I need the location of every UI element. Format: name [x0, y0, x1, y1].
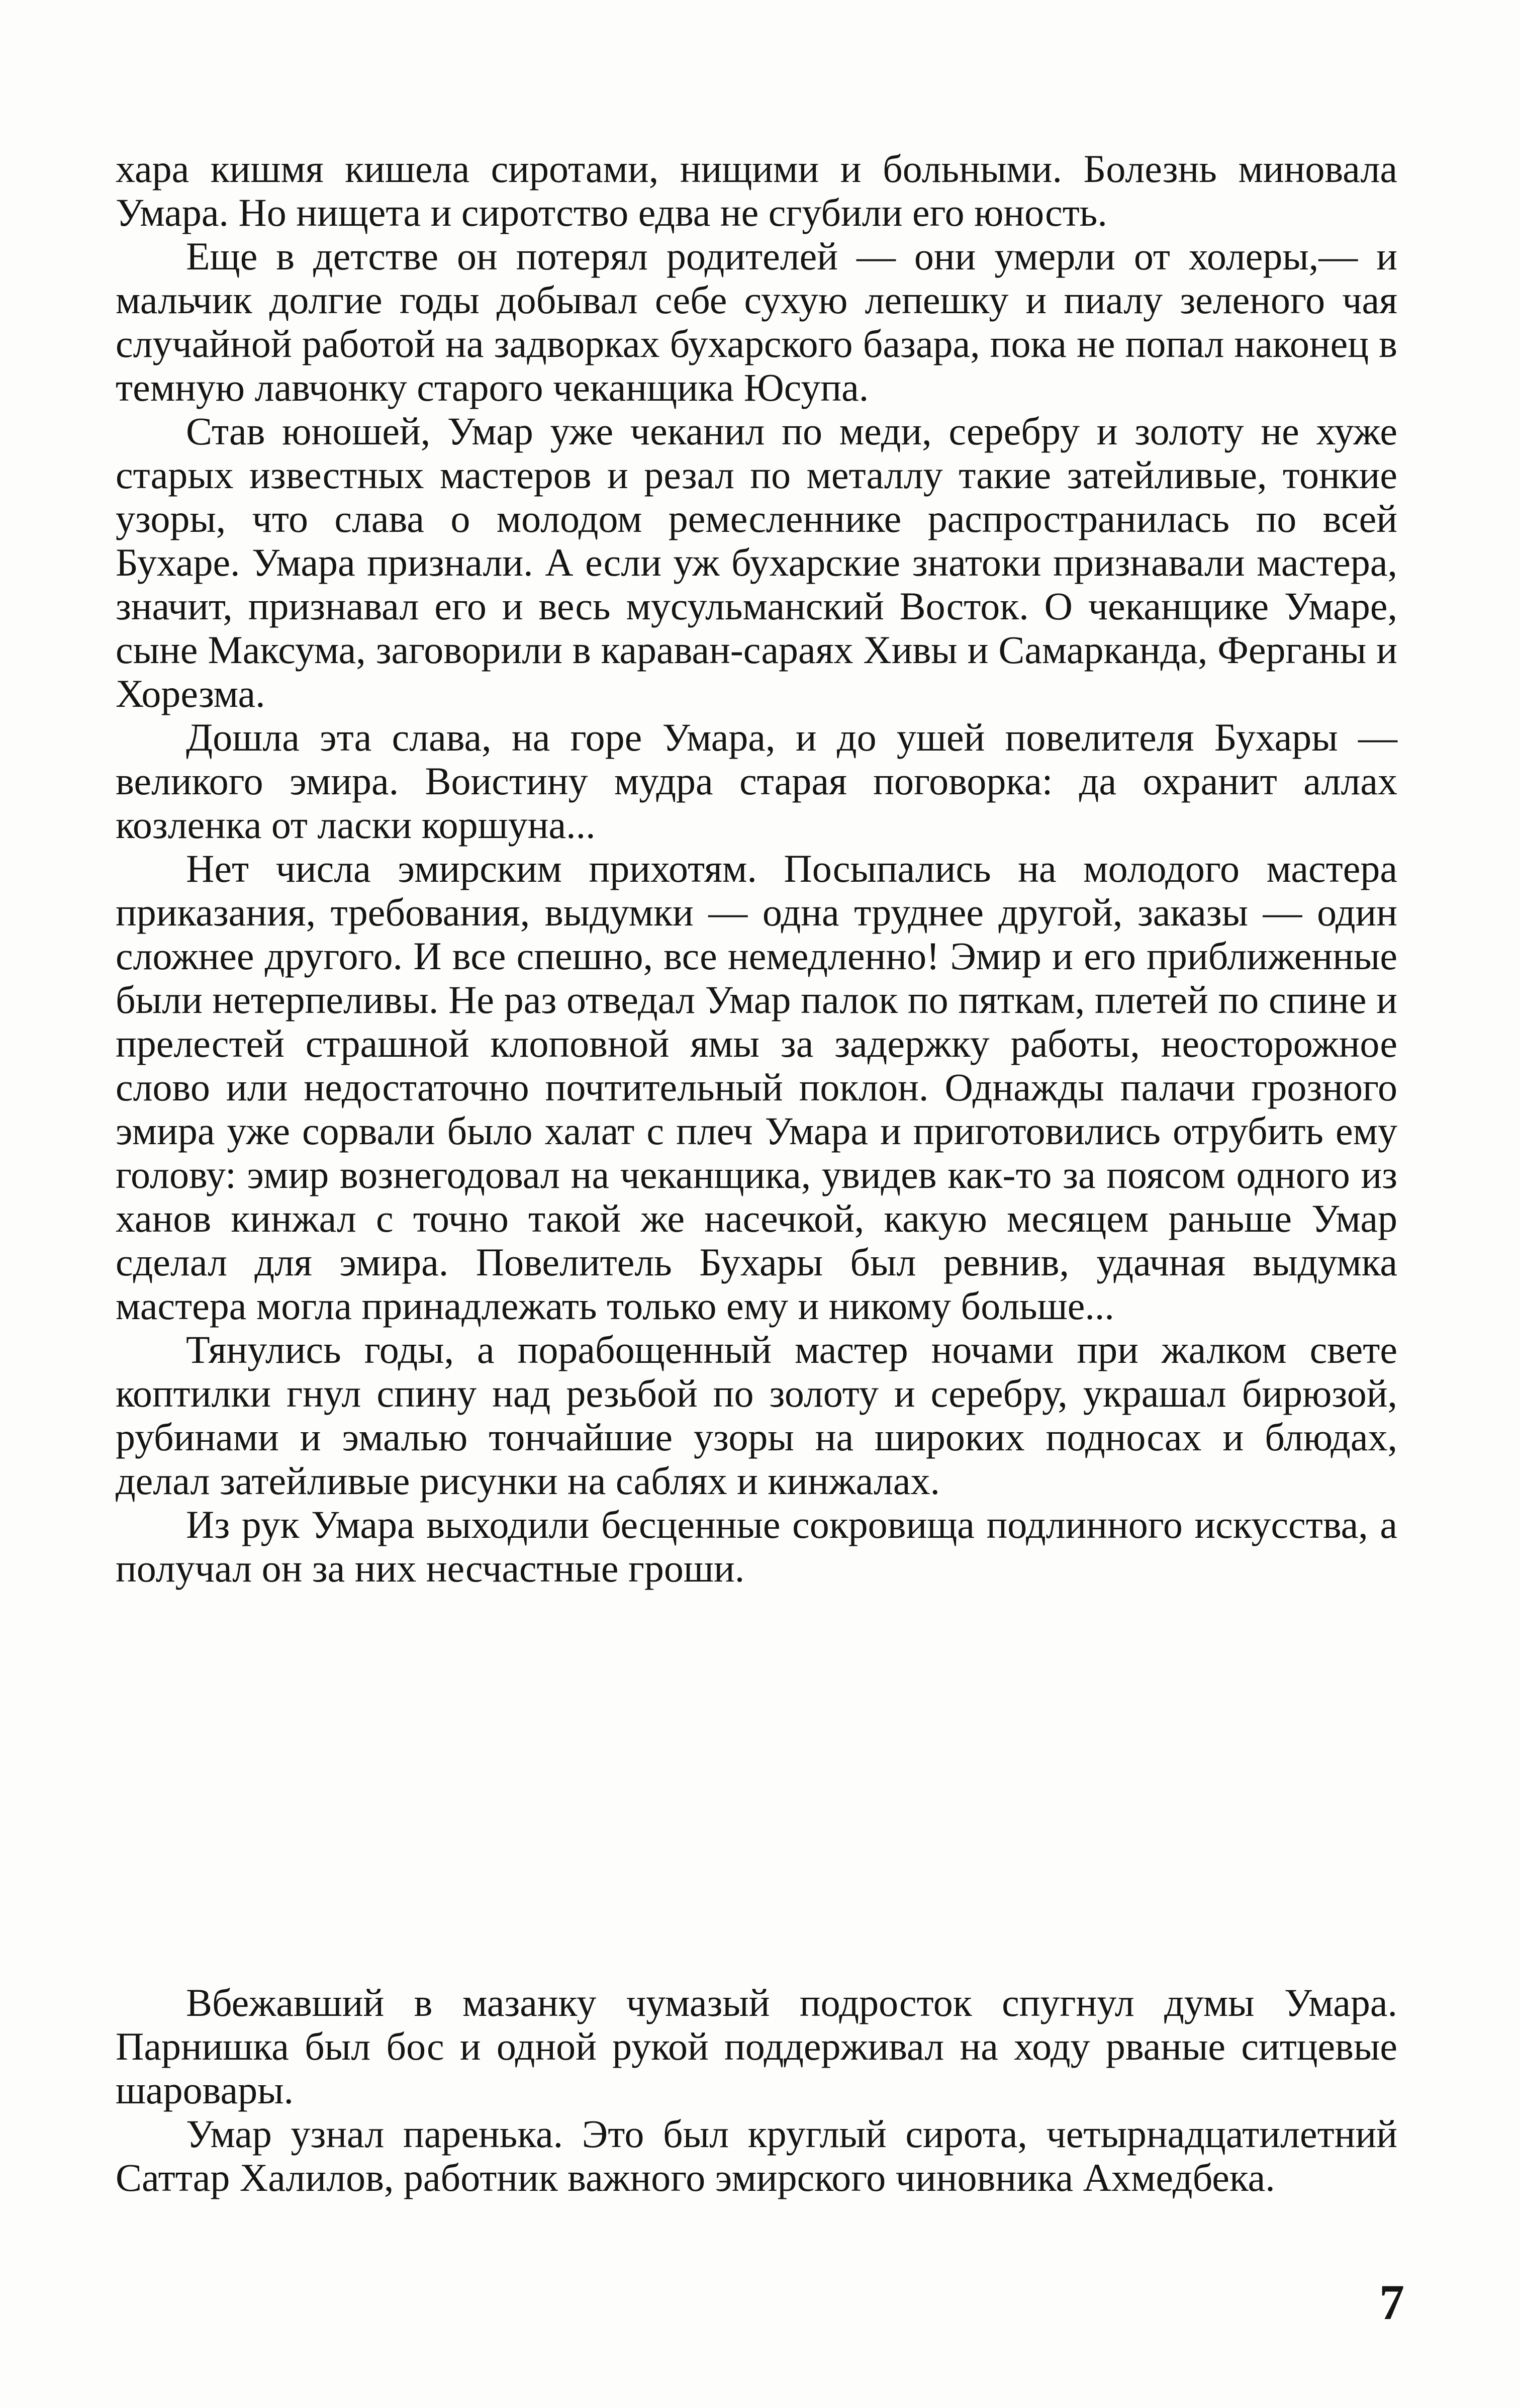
paragraph: Нет числа эмирским прихотям. Посыпались на молодого мастера приказания, требования, выдумки — одна труднее другой, заказы — один сложнее другого. И все спешно, все немедленно! Эмир и его приближенные были нетерпеливы. Не раз отведал Умар палок по пяткам, плетей по спине и прелестей страшной клоповной ямы за задержку работы, неосторожное слово или недостаточно почтительный поклон. Однажды палачи грозного эмира уже сорвали было халат с плеч Умара и приготовились отрубить ему голову: эмир вознегодовал на чеканщика, увидев как-то за поясом одного из ханов кинжал с точно такой же насечкой, какую месяцем раньше Умар сделал для эмира. Повелитель Бухары был ревнив, удачная выдумка мастера могла принадлежать только ему и никому больше...: [116, 847, 1397, 1328]
paragraph: Дошла эта слава, на горе Умара, и до ушей повелителя Бухары — великого эмира. Воистину мудра старая поговорка: да охранит аллах козленка от ласки коршуна...: [116, 715, 1397, 847]
paragraph: Вбежавший в мазанку чумазый подросток спугнул думы Умара. Парнишка был бос и одной рукой поддерживал на ходу рваные ситцевые шаровары.: [116, 1981, 1397, 2112]
page-number: 7: [1379, 2274, 1404, 2330]
paragraph: Из рук Умара выходили бесценные сокровища подлинного искусства, а получал он за них несчастные гроши.: [116, 1503, 1397, 1590]
paragraph: хара кишмя кишела сиротами, нищими и больными. Болезнь миновала Умара. Но нищета и сиротство едва не сгубили его юность.: [116, 147, 1397, 234]
paragraph: Умар узнал паренька. Это был круглый сирота, четырнадцатилетний Саттар Халилов, работник важного эмирского чиновника Ахмедбека.: [116, 2112, 1397, 2199]
paragraph: Еще в детстве он потерял родителей — они умерли от холеры,— и мальчик долгие годы добывал себе сухую лепешку и пиалу зеленого чая случайной работой на задворках бухарского базара, пока не попал наконец в темную лавчонку старого чеканщика Юсупа.: [116, 234, 1397, 409]
paragraph: Тянулись годы, а порабощенный мастер ночами при жалком свете коптилки гнул спину над резьбой по золоту и серебру, украшал бирюзой, рубинами и эмалью тончайшие узоры на широких подносах и блюдах, делал затейливые рисунки на саблях и кинжалах.: [116, 1328, 1397, 1503]
paragraph: Став юношей, Умар уже чеканил по меди, серебру и золоту не хуже старых известных мастеров и резал по металлу такие затейливые, тонкие узоры, что слава о молодом ремесленнике распространилась по всей Бухаре. Умара признали. А если уж бухарские знатоки признавали мастера, значит, признавал его и весь мусульманский Восток. О чеканщике Умаре, сыне Максума, заговорили в караван-сараях Хивы и Самарканда, Ферганы и Хорезма.: [116, 409, 1397, 715]
section-text-block: [116, 1981, 1397, 2199]
main-text-block: [116, 147, 1397, 1590]
